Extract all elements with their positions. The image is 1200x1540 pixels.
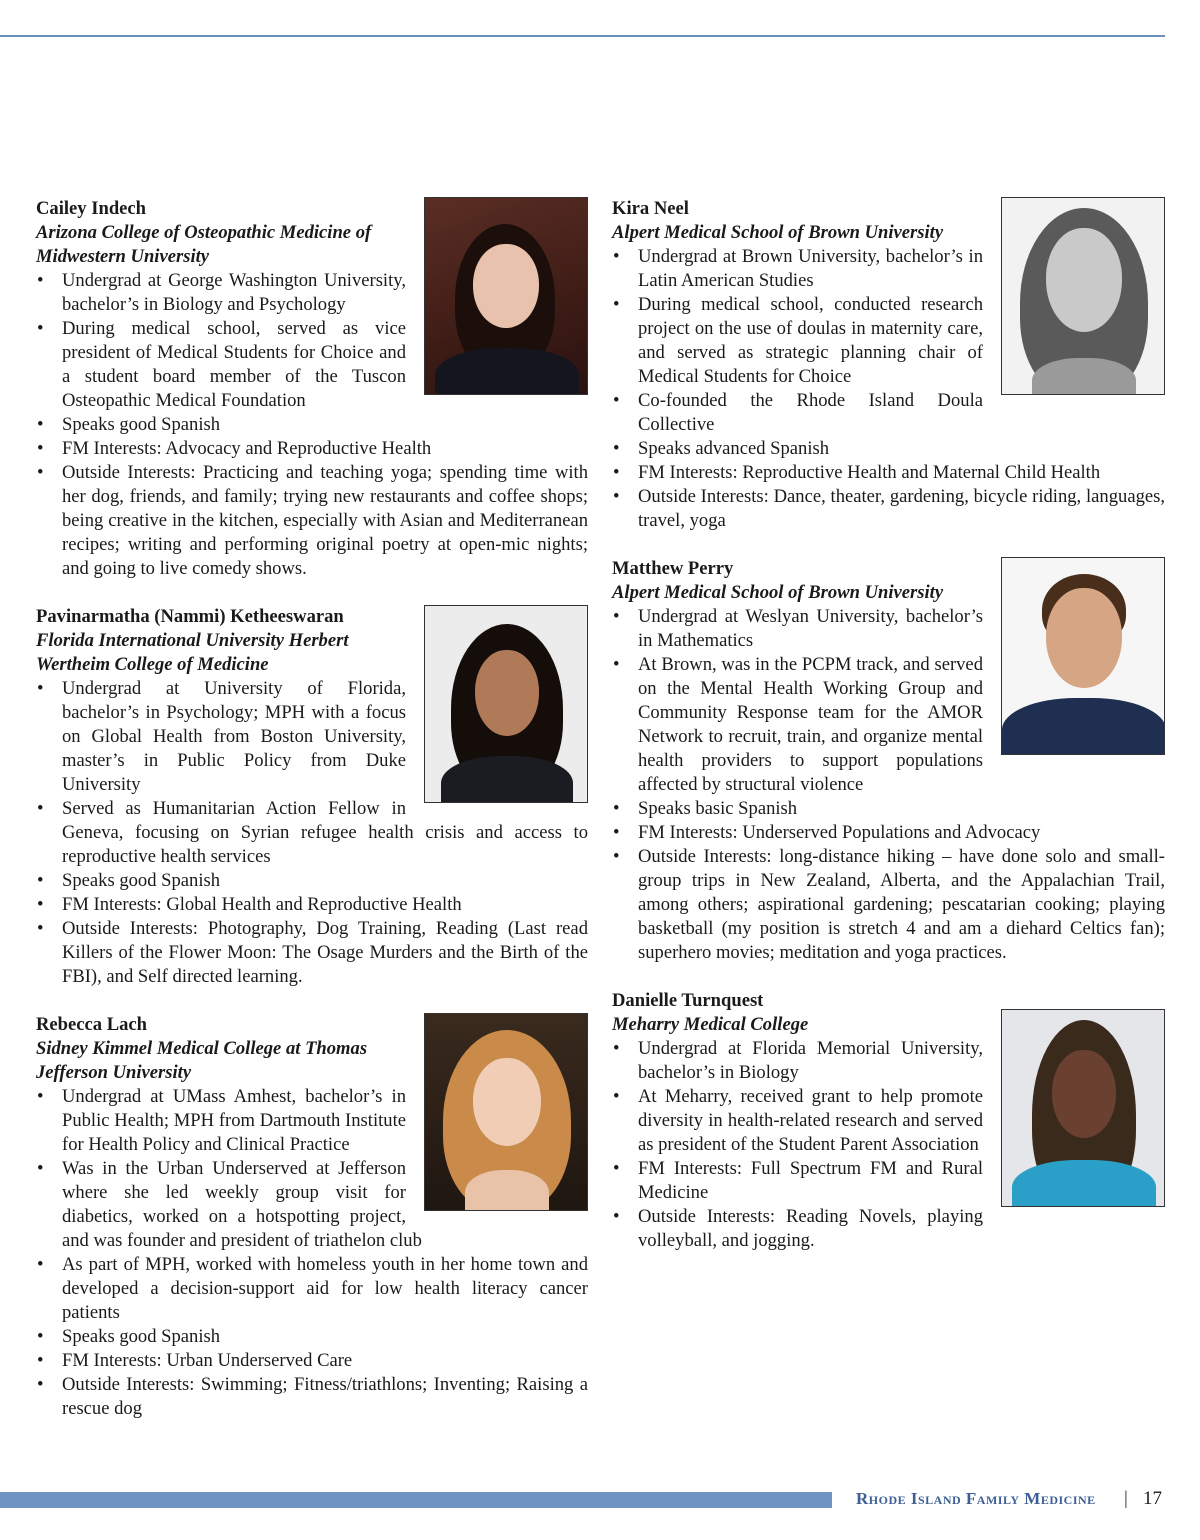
- detail-item: • During medical school, served as vice president of Medical Students for Choice and a student board member of the Tuscon Osteopathic Medical Foundation: [36, 317, 588, 413]
- detail-item: • Was in the Urban Underserved at Jefferson where she led weekly group visit for diabetics, worked on a hotspotting project, and was founder and president of triathelon club: [36, 1157, 588, 1253]
- profile-cailey-indech: [36, 197, 588, 581]
- footer-bar: [0, 1492, 832, 1508]
- detail-item: • Undergrad at George Washington University, bachelor’s in Biology and Psychology: [36, 269, 588, 317]
- detail-item: • At Meharry, received grant to help promote diversity in health-related research and served as president of the Student Parent Association: [612, 1085, 1165, 1157]
- profile-name: Pavinarmatha (Nammi) Ketheeswaran: [36, 606, 344, 627]
- profile-name: Danielle Turnquest: [612, 990, 764, 1011]
- detail-item: • FM Interests: Urban Underserved Care: [36, 1349, 588, 1373]
- detail-item: • Outside Interests: Practicing and teaching yoga; spending time with her dog, friends, and family; trying new restaurants and coffee shops; being creative in the kitchen, especially with Asian and Mediterranean recipes; writing and performing original poetry at open-mic nights; and going to live comedy shows.: [36, 461, 588, 581]
- profile-kira-neel: [612, 197, 1165, 533]
- detail-item: • Outside Interests: Reading Novels, playing volleyball, and jogging.: [612, 1205, 1165, 1253]
- profile-school: Alpert Medical School of Brown University: [612, 222, 944, 243]
- profile-danielle-turnquest: [612, 989, 1165, 1253]
- footer-separator: |: [1124, 1488, 1128, 1509]
- profile-details: [36, 1085, 588, 1421]
- detail-item: • At Brown, was in the PCPM track, and served on the Mental Health Working Group and Community Response team for the AMOR Network to recruit, train, and organize mental health providers to support populations affected by structural violence: [612, 653, 1165, 797]
- detail-item: • Speaks good Spanish: [36, 869, 588, 893]
- profile-details: [612, 1037, 1165, 1253]
- profile-matthew-perry: [612, 557, 1165, 965]
- profile-details: [612, 245, 1165, 533]
- detail-item: • FM Interests: Reproductive Health and Maternal Child Health: [612, 461, 1165, 485]
- detail-item: • FM Interests: Advocacy and Reproductive Health: [36, 437, 588, 461]
- profile-school: Florida International University Herbert Wertheim College of Medicine: [36, 630, 349, 675]
- profile-details: [36, 677, 588, 989]
- detail-item: • FM Interests: Full Spectrum FM and Rural Medicine: [612, 1157, 1165, 1205]
- profile-details: [612, 605, 1165, 965]
- detail-item: • Speaks advanced Spanish: [612, 437, 1165, 461]
- profile-rebecca-lach: [36, 1013, 588, 1421]
- profile-school: Alpert Medical School of Brown University: [612, 582, 944, 603]
- detail-item: • Undergrad at Florida Memorial University, bachelor’s in Biology: [612, 1037, 1165, 1085]
- detail-item: • Speaks basic Spanish: [612, 797, 1165, 821]
- detail-item: • Speaks good Spanish: [36, 1325, 588, 1349]
- left-column: [36, 197, 588, 1445]
- right-column: [612, 197, 1165, 1277]
- profile-name: Kira Neel: [612, 198, 689, 219]
- profile-school: Sidney Kimmel Medical College at Thomas Jefferson University: [36, 1038, 368, 1083]
- detail-item: • During medical school, conducted research project on the use of doulas in maternity care, and served as strategic planning chair of Medical Students for Choice: [612, 293, 1165, 389]
- detail-item: • Outside Interests: Dance, theater, gardening, bicycle riding, languages, travel, yoga: [612, 485, 1165, 533]
- detail-item: • Served as Humanitarian Action Fellow in Geneva, focusing on Syrian refugee health crisis and access to reproductive health services: [36, 797, 588, 869]
- profile-name: Matthew Perry: [612, 558, 734, 579]
- detail-item: • Co-founded the Rhode Island Doula Collective: [612, 389, 1165, 437]
- detail-item: • Undergrad at University of Florida, bachelor’s in Psychology; MPH with a focus on Global Health from Boston University, master’s in Public Policy from Duke University: [36, 677, 588, 797]
- detail-item: • Undergrad at Brown University, bachelor’s in Latin American Studies: [612, 245, 1165, 293]
- top-rule: [0, 35, 1165, 37]
- detail-item: • Undergrad at UMass Amhest, bachelor’s in Public Health; MPH from Dartmouth Institute for Health Policy and Clinical Practice: [36, 1085, 588, 1157]
- profile-school: Meharry Medical College: [612, 1014, 809, 1035]
- page-number: 17: [1143, 1488, 1162, 1509]
- detail-item: • Speaks good Spanish: [36, 413, 588, 437]
- detail-item: • Undergrad at Weslyan University, bachelor’s in Mathematics: [612, 605, 1165, 653]
- profile-name: Cailey Indech: [36, 198, 147, 219]
- profile-name: Rebecca Lach: [36, 1014, 148, 1035]
- detail-item: • Outside Interests: Swimming; Fitness/triathlons; Inventing; Raising a rescue dog: [36, 1373, 588, 1421]
- detail-item: • FM Interests: Underserved Populations and Advocacy: [612, 821, 1165, 845]
- detail-item: • Outside Interests: Photography, Dog Training, Reading (Last read Killers of the Flower Moon: The Osage Murders and the Birth of the FBI), and Self directed learning.: [36, 917, 588, 989]
- profile-nammi-ketheeswaran: [36, 605, 588, 989]
- detail-item: • As part of MPH, worked with homeless youth in her home town and developed a decision-support aid for low health literacy cancer patients: [36, 1253, 588, 1325]
- profile-school: Arizona College of Osteopathic Medicine of Midwestern University: [36, 222, 372, 267]
- detail-item: • Outside Interests: long-distance hiking – have done solo and small-group trips in New Zealand, Alberta, and the Appalachian Trail, among others; aspirational gardening; pescatarian cooking; playing basketball (my position is stretch 4 and am a diehard Celtics fan); superhero movies; meditation and yoga practices.: [612, 845, 1165, 965]
- detail-item: • FM Interests: Global Health and Reproductive Health: [36, 893, 588, 917]
- publication-name: Rhode Island Family Medicine: [856, 1489, 1096, 1508]
- profile-details: [36, 269, 588, 581]
